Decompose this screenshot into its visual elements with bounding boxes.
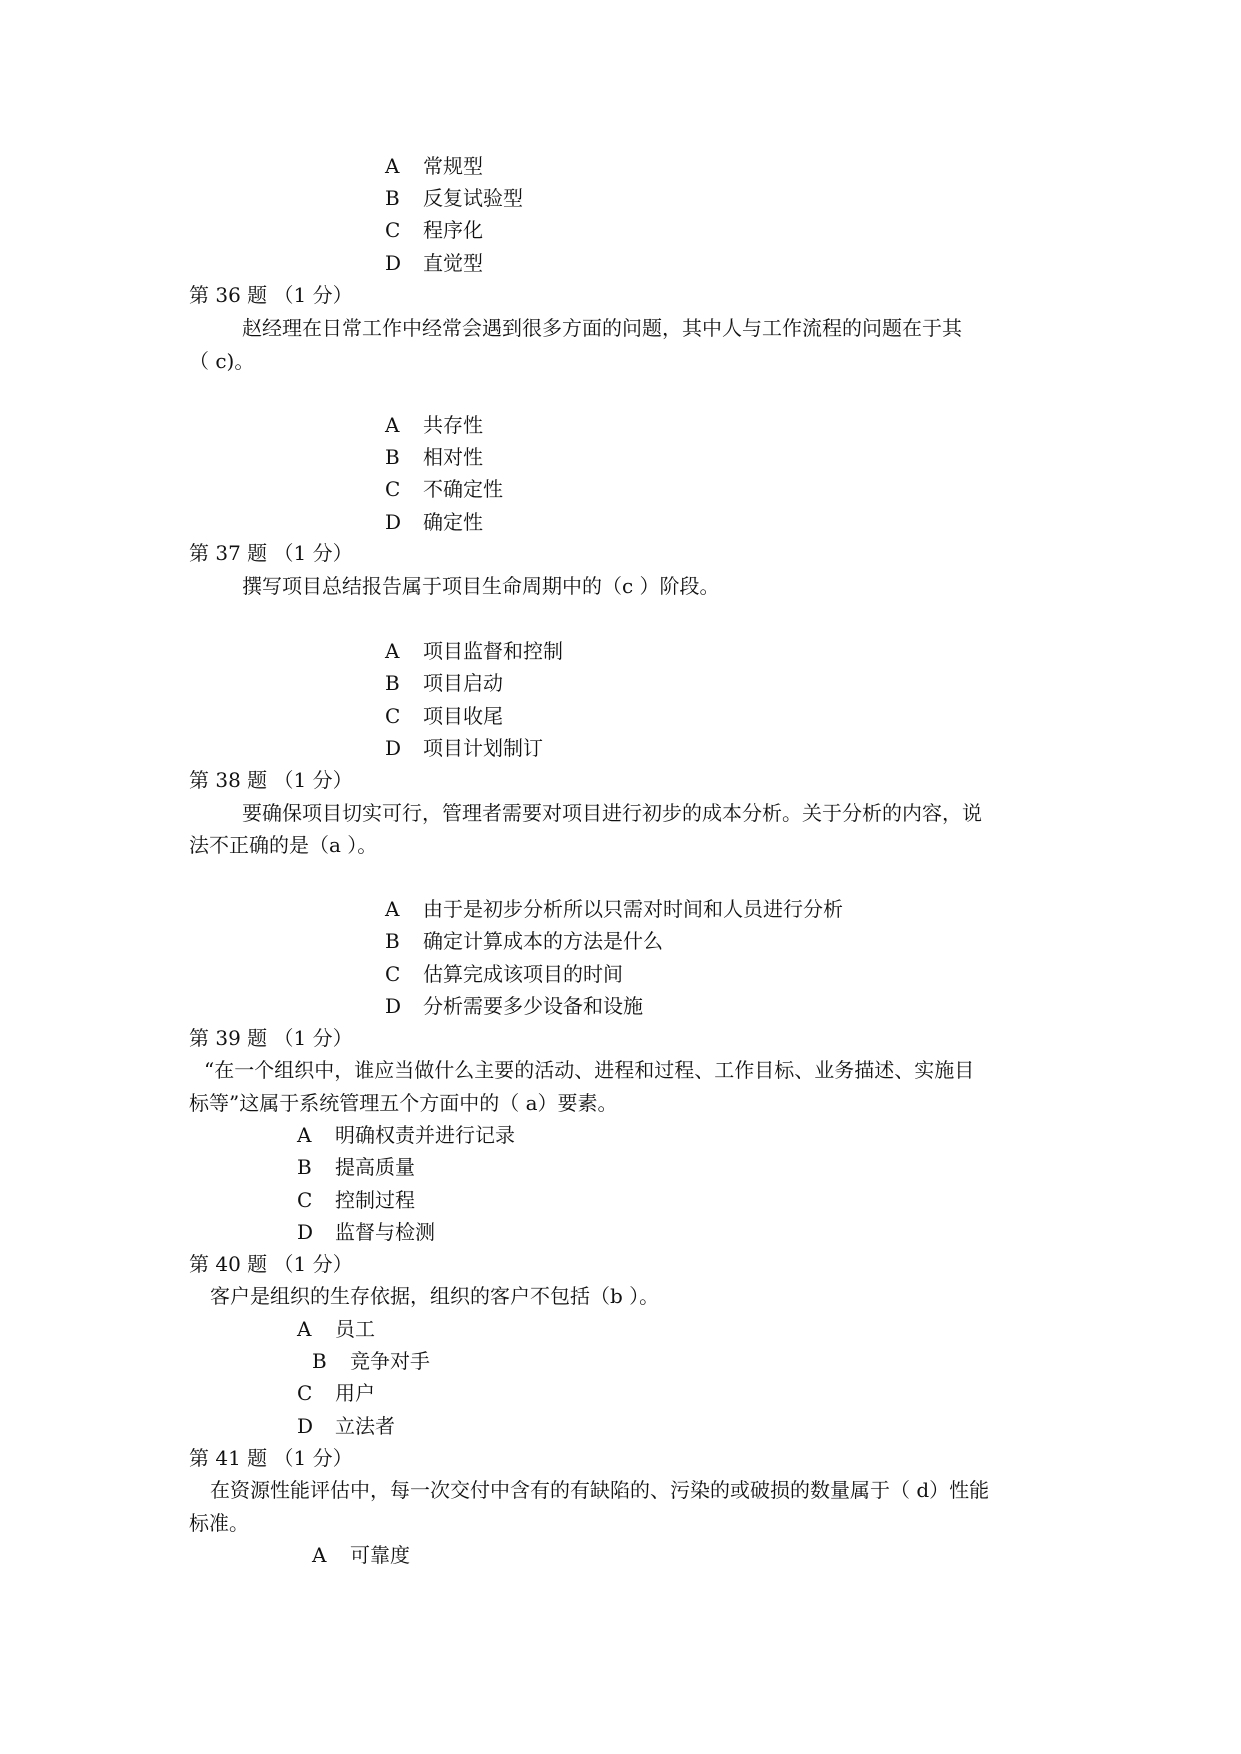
question-stem-line: 要确保项目切实可行，管理者需要对项目进行初步的成本分析。关于分析的内容，说 [242, 801, 982, 825]
option-a: A 由于是初步分析所以只需对时间和人员进行分析 [385, 897, 843, 921]
option-c: C 控制过程 [297, 1188, 415, 1212]
option-d: D 项目计划制订 [385, 736, 543, 760]
intro-option-b: B 反复试验型 [385, 186, 523, 210]
option-d: D 立法者 [297, 1414, 395, 1438]
option-b: B 相对性 [385, 445, 483, 469]
option-d: D 确定性 [385, 510, 483, 534]
option-b: B 项目启动 [385, 671, 503, 695]
question-header: 第 36 题 （1 分） [189, 283, 353, 307]
question-header: 第 39 题 （1 分） [189, 1026, 353, 1050]
intro-option-a: A 常规型 [385, 154, 483, 178]
option-a: A 员工 [297, 1317, 375, 1341]
option-c: C 用户 [297, 1381, 375, 1405]
option-a: A 明确权责并进行记录 [297, 1123, 515, 1147]
question-stem-line: 标等”这属于系统管理五个方面中的（ a）要素。 [189, 1091, 618, 1115]
option-c: C 估算完成该项目的时间 [385, 962, 623, 986]
question-stem-line: 在资源性能评估中，每一次交付中含有的有缺陷的、污染的或破损的数量属于（ d）性能 [210, 1478, 990, 1502]
option-b: B 竞争对手 [312, 1349, 430, 1373]
question-header: 第 40 题 （1 分） [189, 1252, 353, 1276]
intro-option-c: C 程序化 [385, 218, 483, 242]
option-d: D 监督与检测 [297, 1220, 435, 1244]
option-a: A 项目监督和控制 [385, 639, 563, 663]
option-b: B 提高质量 [297, 1155, 415, 1179]
question-stem-line: 撰写项目总结报告属于项目生命周期中的（c ）阶段。 [242, 574, 720, 598]
question-header: 第 37 题 （1 分） [189, 541, 353, 565]
option-d: D 分析需要多少设备和设施 [385, 994, 643, 1018]
question-stem-line: 客户是组织的生存依据，组织的客户不包括（b ）。 [210, 1284, 660, 1308]
intro-option-d: D 直觉型 [385, 251, 483, 275]
option-a: A 共存性 [385, 413, 483, 437]
question-stem-line: 标准。 [189, 1511, 249, 1535]
option-c: C 不确定性 [385, 477, 503, 501]
option-b: B 确定计算成本的方法是什么 [385, 929, 663, 953]
option-a: A 可靠度 [312, 1543, 410, 1567]
question-stem-line: 赵经理在日常工作中经常会遇到很多方面的问题，其中人与工作流程的问题在于其 [242, 316, 962, 340]
question-stem-line: “在一个组织中，谁应当做什么主要的活动、进程和过程、工作目标、业务描述、实施目 [204, 1058, 975, 1082]
question-header: 第 41 题 （1 分） [189, 1446, 353, 1470]
option-c: C 项目收尾 [385, 704, 503, 728]
question-stem-line: （ c)。 [189, 349, 255, 373]
question-header: 第 38 题 （1 分） [189, 768, 353, 792]
question-stem-line: 法不正确的是（a ）。 [189, 833, 378, 857]
